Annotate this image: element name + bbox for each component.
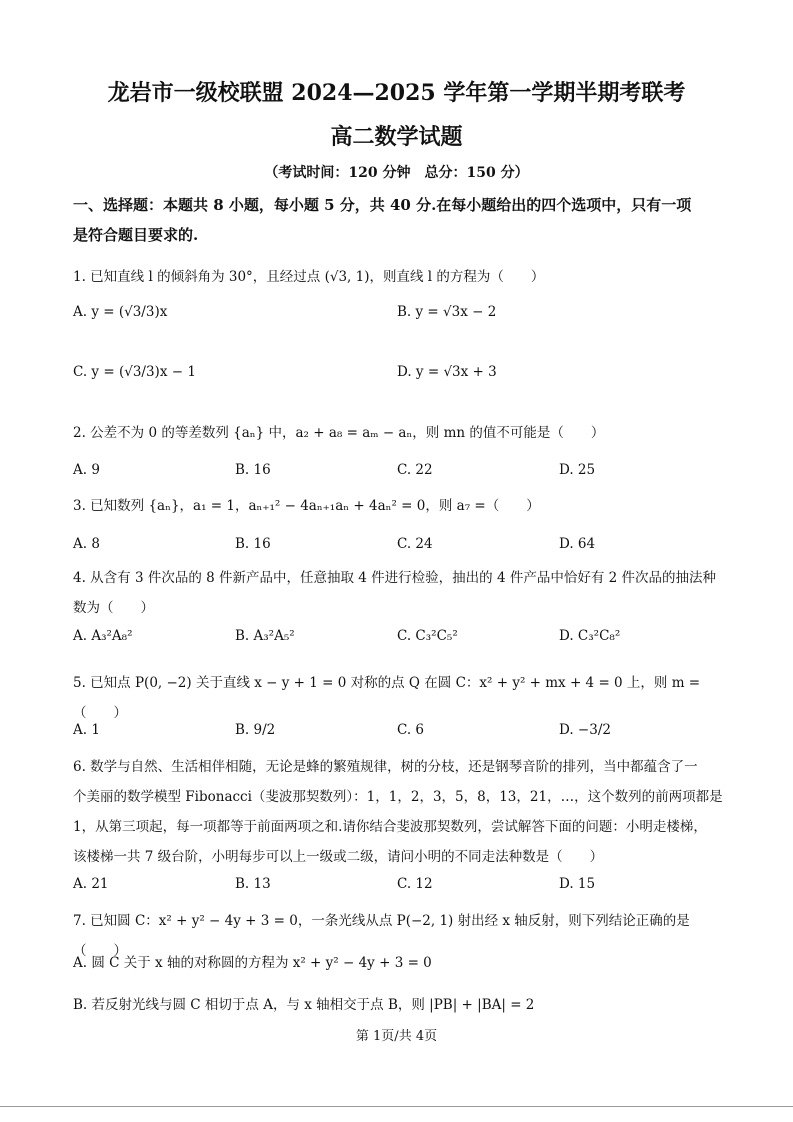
section-heading	[73, 190, 723, 250]
exam-meta: （考试时间：120 分钟 总分：150 分）	[264, 165, 529, 181]
question-3-options	[73, 536, 733, 566]
question-7-option-a: A. 圆 C 关于 x 轴的对称圆的方程为 x² + y² − 4y + 3 = 0	[73, 955, 432, 971]
question-4-stem-line-1: 4. 从含有 3 件次品的 8 件新产品中，任意抽取 4 件进行检验，抽出的 4 件产品中恰好有 2 件次品的抽法种	[73, 570, 717, 586]
option-b: B. 13	[235, 876, 271, 892]
page-footer: 第 1页/共 4页	[355, 1029, 438, 1044]
exam-subtitle: 高二数学试题	[330, 124, 463, 150]
question-5-stem: 5. 已知点 P(0, −2) 关于直线 x − y + 1 = 0 对称的点 Q 在圆 C：x² + y² + mx + 4 = 0 上，则 m =（ ）	[73, 675, 701, 721]
question-7-option-b: B. 若反射光线与圆 C 相切于点 A，与 x 轴相交于点 B，则 |PB| + |BA| = 2	[73, 997, 535, 1013]
question-1-options-row-2	[73, 364, 733, 394]
option-d: D. 15	[559, 876, 596, 892]
option-c: C. 6	[397, 722, 425, 738]
option-d: D. −3/2	[559, 722, 611, 738]
exam-title: 龙岩市一级校联盟 2024—2025 学年第一学期半期考联考	[107, 80, 686, 106]
option-a: A. y = (√3/3)x	[73, 304, 168, 320]
question-2-stem: 2. 公差不为 0 的等差数列 {aₙ} 中，a₂ + a₈ = aₘ − aₙ，则 mn 的值不可能是（ ）	[73, 425, 605, 441]
option-a: A. 8	[73, 536, 100, 552]
option-b: B. 9/2	[235, 722, 276, 738]
question-7-stem: 7. 已知圆 C：x² + y² − 4y + 3 = 0，一条光线从点 P(−2, 1) 射出经 x 轴反射，则下列结论正确的是（ ）	[73, 913, 690, 959]
option-b: B. 16	[235, 462, 271, 478]
question-4-stem	[73, 563, 733, 623]
question-6-stem-line-1: 6. 数学与自然、生活相伴相随，无论是蜂的繁殖规律，树的分枝，还是钢琴音阶的排列，当中都蕴含了一	[73, 759, 698, 775]
option-a: A. 21	[73, 876, 109, 892]
question-6-stem-line-3: 1，从第三项起，每一项都等于前面两项之和.请你结合斐波那契数列，尝试解答下面的问题：小明走楼梯，	[73, 819, 707, 835]
question-6-stem	[73, 752, 733, 872]
question-2-options	[73, 462, 733, 492]
question-3-stem: 3. 已知数列 {aₙ}，a₁ = 1，aₙ₊₁² − 4aₙ₊₁aₙ + 4aₙ² = 0，则 a₇ =（ ）	[73, 498, 540, 514]
option-c: C. 12	[397, 876, 433, 892]
option-b: B. A₃²A₅²	[235, 628, 295, 644]
question-6-options	[73, 876, 733, 906]
option-c: C. y = (√3/3)x − 1	[73, 364, 196, 380]
option-d: D. C₃²C₈²	[559, 628, 621, 644]
option-b: B. 16	[235, 536, 271, 552]
question-5-options	[73, 722, 733, 752]
option-d: D. 64	[559, 536, 596, 552]
question-1-stem: 1. 已知直线 l 的倾斜角为 30°，且经过点 (√3, 1)，则直线 l 的方程为（ ）	[73, 269, 545, 285]
option-c: C. 22	[397, 462, 433, 478]
option-b: B. y = √3x − 2	[397, 304, 497, 320]
option-a: A. 1	[73, 722, 100, 738]
question-4-stem-line-2: 数为（ ）	[73, 600, 154, 616]
question-6-stem-line-2: 个美丽的数学模型 Fibonacci（斐波那契数列）：1，1，2，3，5，8，13，21，…，这个数列的前两项都是	[73, 789, 723, 805]
section-line-2: 是符合题目要求的.	[73, 226, 199, 244]
question-6-stem-line-4: 该楼梯一共 7 级台阶，小明每步可以上一级或二级，请问小明的不同走法种数是（ ）	[73, 849, 604, 865]
option-a: A. 9	[73, 462, 100, 478]
option-d: D. 25	[559, 462, 596, 478]
section-line-1: 一、选择题：本题共 8 小题，每小题 5 分，共 40 分.在每小题给出的四个选项中，只有一项	[73, 196, 692, 214]
option-c: C. C₃²C₅²	[397, 628, 458, 644]
option-d: D. y = √3x + 3	[397, 364, 497, 380]
option-a: A. A₃²A₈²	[73, 628, 133, 644]
question-4-options	[73, 628, 733, 658]
question-1-options-row-1	[73, 304, 733, 334]
option-c: C. 24	[397, 536, 433, 552]
page-divider	[0, 1106, 793, 1107]
